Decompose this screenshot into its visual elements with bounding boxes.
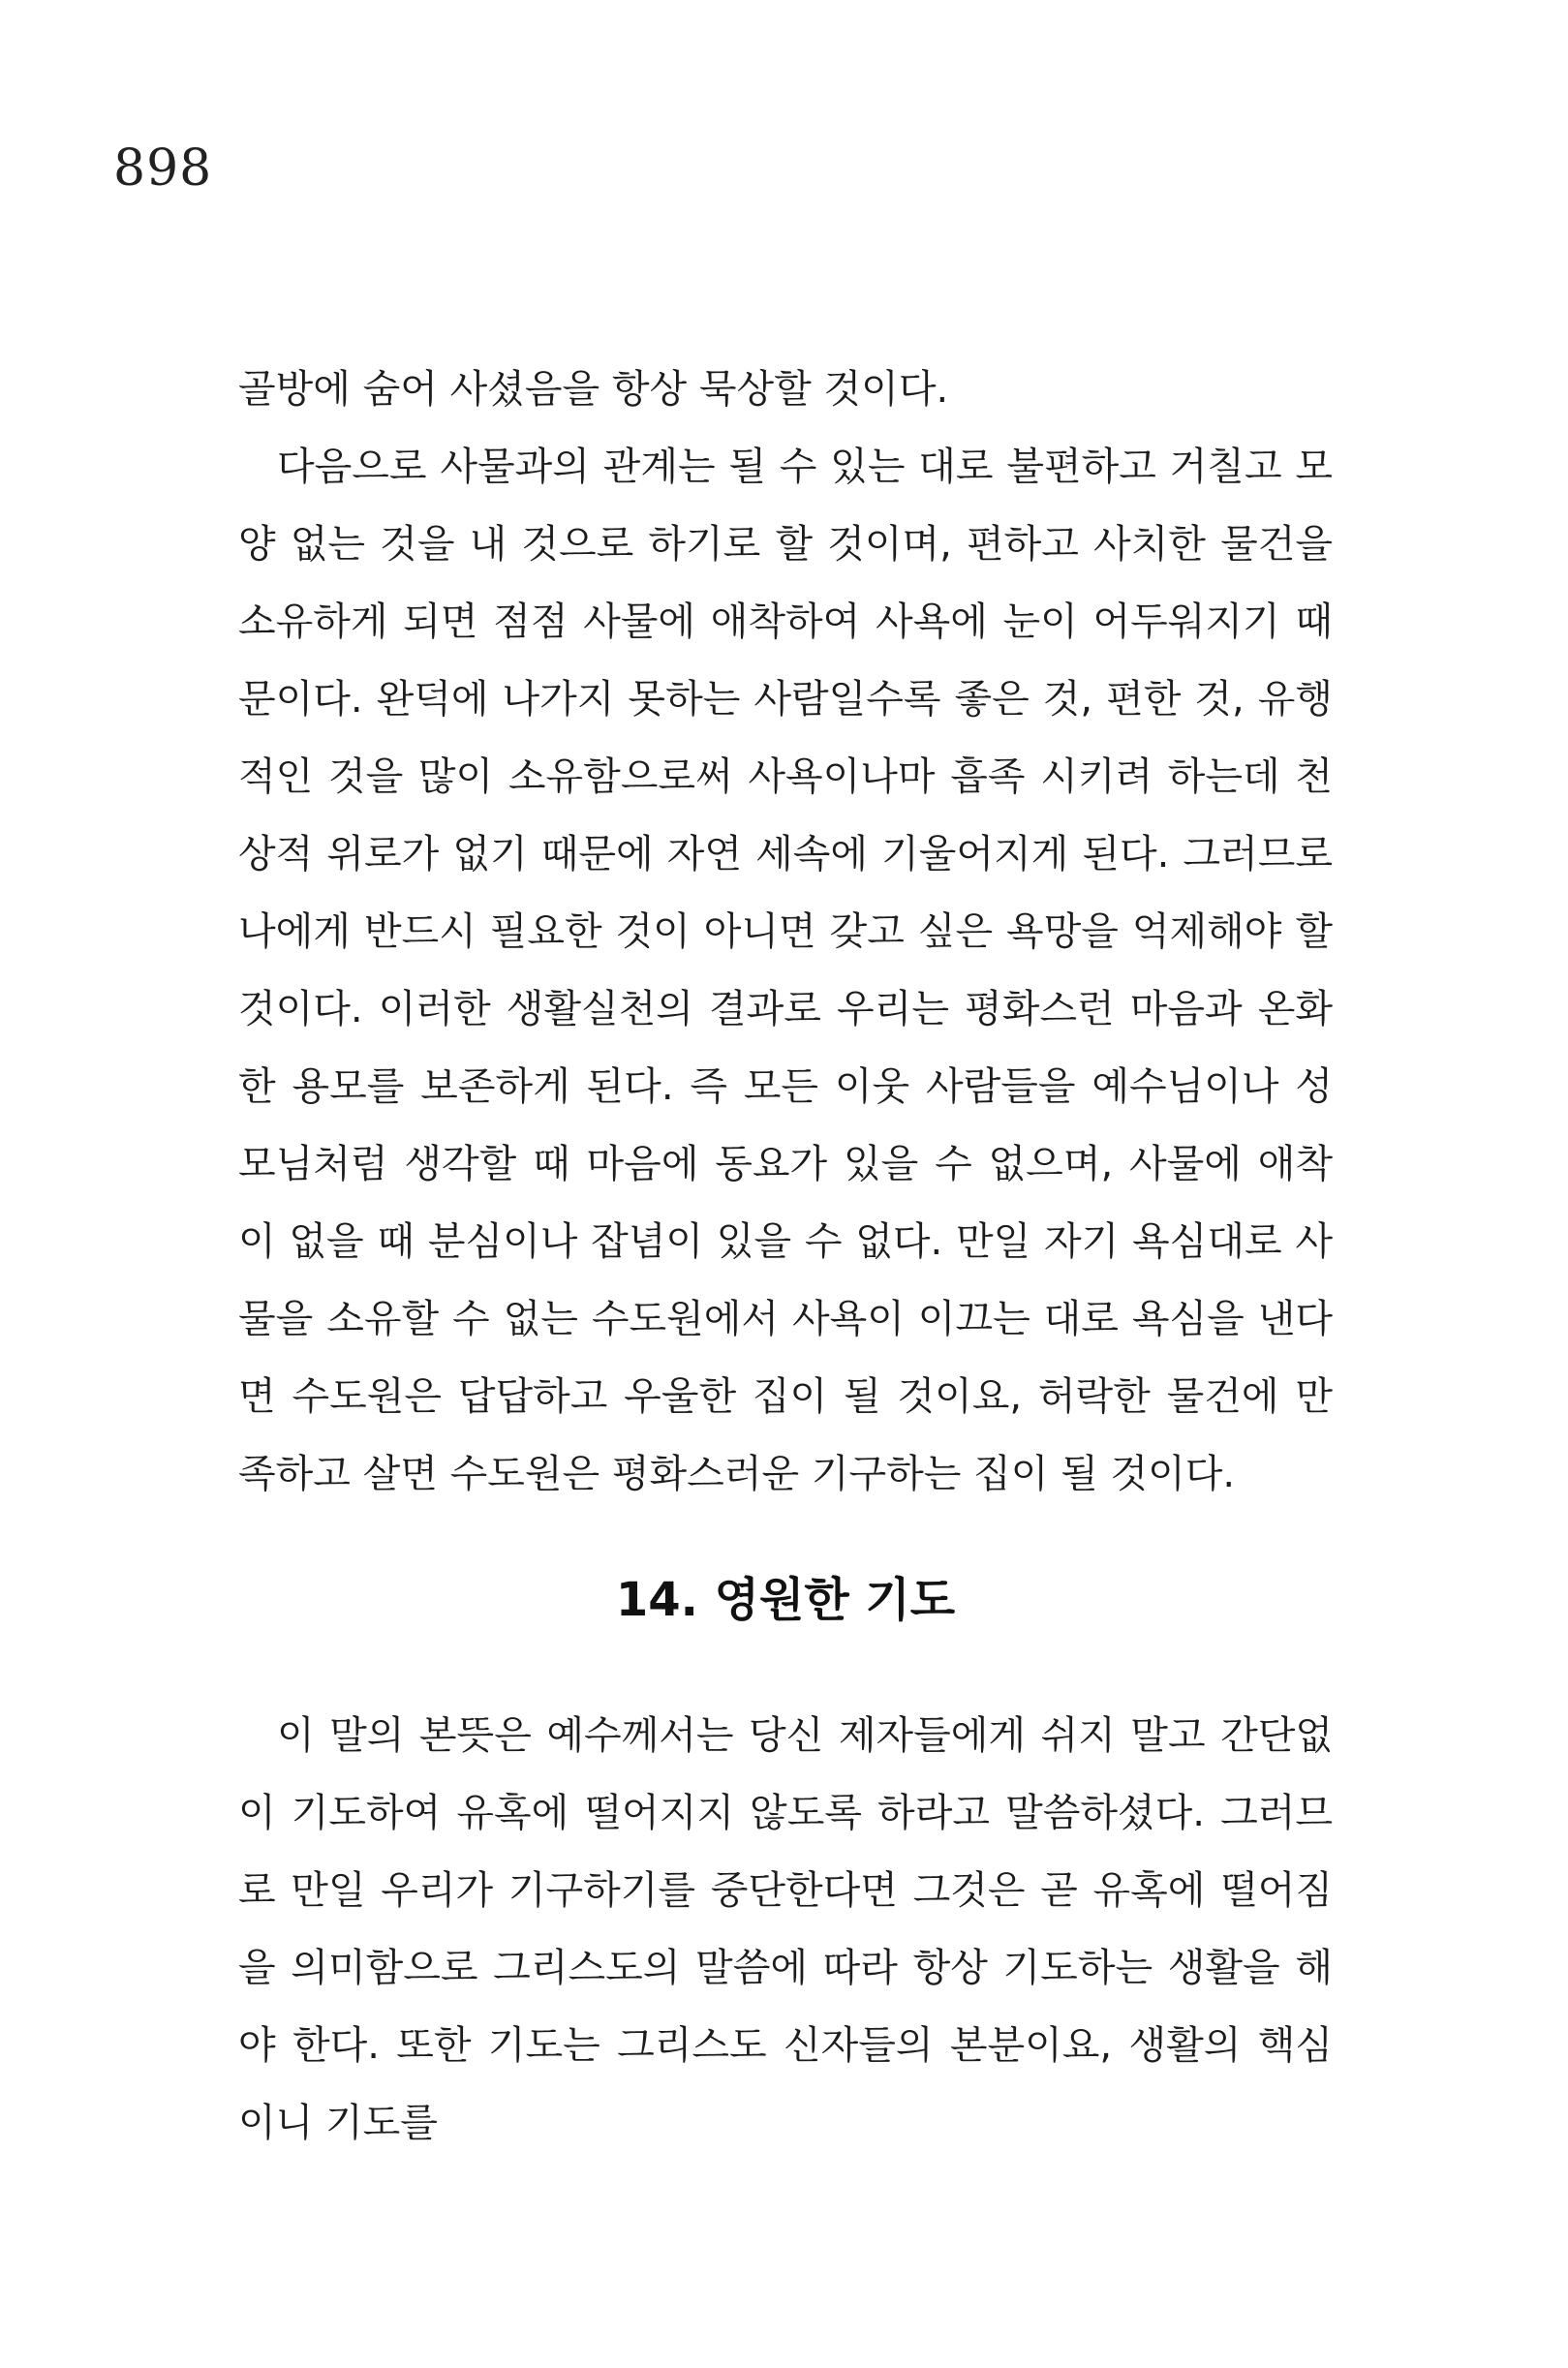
page-number: 898 [113,139,213,198]
paragraph: 다음으로 사물과의 관계는 될 수 있는 대로 불편하고 거칠고 모양 없는 것을 내 것으로 하기로 할 것이며, 편하고 사치한 물건을 소유하게 되면 점점 사물에 애착하여 사욕에 눈이 어두워지기 때문이다. 완덕에 나가지 못하는 사람일수록 좋은 것, 편한 것, 유행적인 것을 많이 소유함으로써 사욕이나마 흡족 시키려 하는데 천상적 위로가 없기 때문에 자연 세속에 기울어지게 된다. 그러므로 나에게 반드시 필요한 것이 아니면 갖고 싶은 욕망을 억제해야 할 것이다. 이러한 생활실천의 결과로 우리는 평화스런 마음과 온화한 용모를 보존하게 된다. 즉 모든 이웃 사람들을 예수님이나 성모님처럼 생각할 때 마음에 동요가 있을 수 없으며, 사물에 애착이 없을 때 분심이나 잡념이 있을 수 없다. 만일 자기 욕심대로 사물을 소유할 수 없는 수도원에서 사욕이 이끄는 대로 욕심을 낸다면 수도원은 답답하고 우울한 집이 될 것이요, 허락한 물건에 만족하고 살면 수도원은 평화스러운 기구하는 집이 될 것이다. [238,445,1333,1496]
text-block-continuation [238,351,1333,1513]
section-title: 14. 영원한 기도 [615,1573,956,1627]
paragraph: 골방에 숨어 사셨음을 항상 묵상할 것이다. [238,367,949,412]
paragraph: 이 말의 본뜻은 예수께서는 당신 제자들에게 쉬지 말고 간단없이 기도하여 유혹에 떨어지지 않도록 하라고 말씀하셨다. 그러므로 만일 우리가 기구하기를 중단한다면 그것은 곧 유혹에 떨어짐을 의미함으로 그리스도의 말씀에 따라 항상 기도하는 생활을 해야 한다. 또한 기도는 그리스도 신자들의 본분이요, 생활의 핵심이니 기도를 [238,1713,1333,2145]
text-block-section-14 [238,1697,1333,2162]
